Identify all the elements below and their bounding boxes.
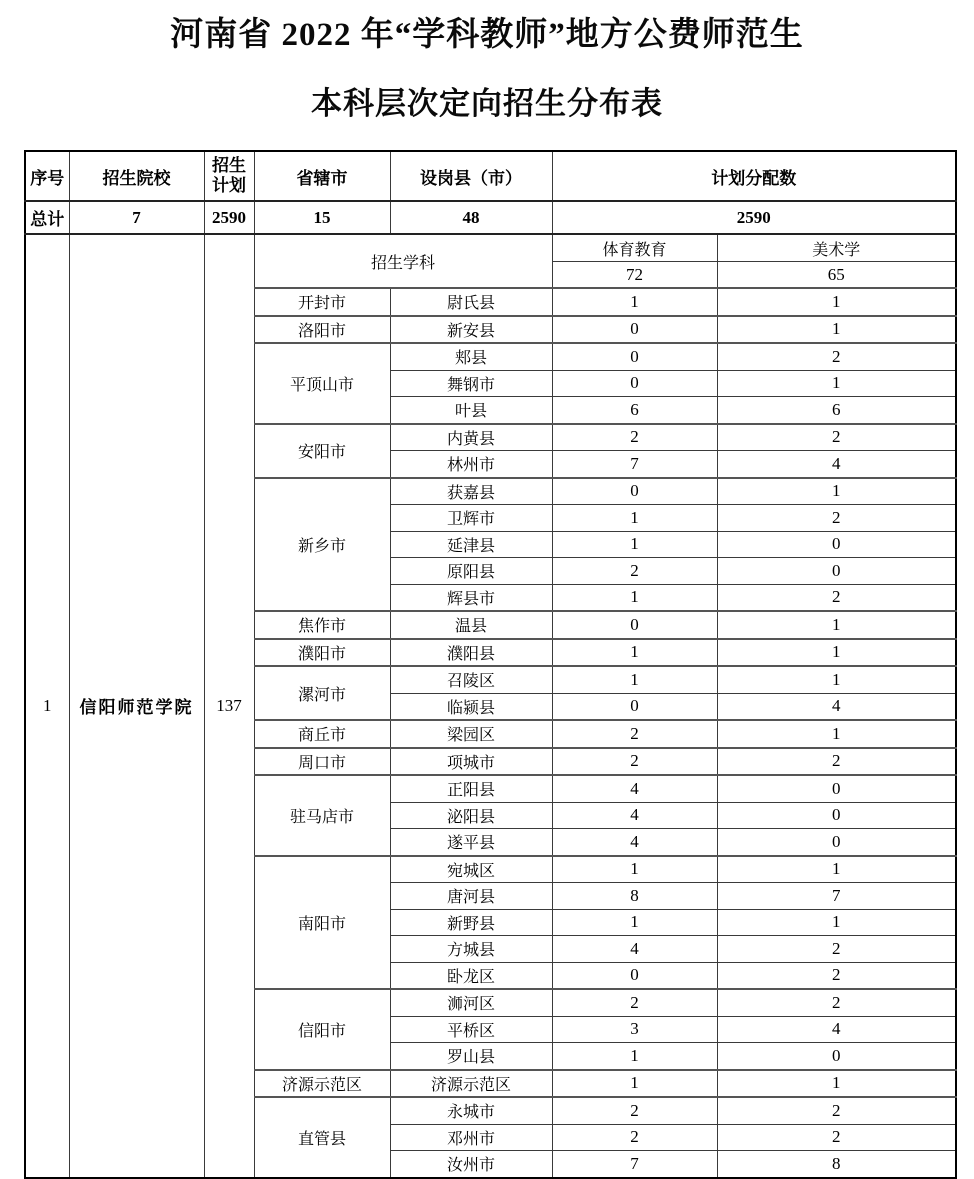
art-value: 6 [717, 397, 956, 424]
pe-value: 0 [552, 611, 717, 639]
pe-value: 1 [552, 909, 717, 936]
pe-value: 3 [552, 1016, 717, 1043]
art-value: 2 [717, 1097, 956, 1124]
art-value: 1 [717, 639, 956, 667]
pe-value: 0 [552, 343, 717, 370]
pe-value: 2 [552, 720, 717, 748]
art-value: 7 [717, 883, 956, 910]
county-cell: 方城县 [390, 936, 552, 963]
pe-value: 2 [552, 1097, 717, 1124]
art-value: 1 [717, 478, 956, 505]
city-cell: 济源示范区 [254, 1070, 390, 1098]
pe-value: 2 [552, 424, 717, 451]
county-cell: 郏县 [390, 343, 552, 370]
total-schools: 7 [69, 201, 204, 234]
county-cell: 邓州市 [390, 1124, 552, 1151]
county-cell: 舞钢市 [390, 370, 552, 397]
county-cell: 延津县 [390, 531, 552, 558]
art-value: 2 [717, 989, 956, 1016]
city-cell: 新乡市 [254, 478, 390, 612]
pe-value: 4 [552, 802, 717, 829]
pe-value: 2 [552, 1124, 717, 1151]
pe-value: 7 [552, 1151, 717, 1178]
art-value: 1 [717, 288, 956, 316]
city-cell: 信阳市 [254, 989, 390, 1070]
city-cell: 漯河市 [254, 666, 390, 720]
county-cell: 濮阳县 [390, 639, 552, 667]
pe-value: 1 [552, 584, 717, 611]
institution-seq: 1 [25, 234, 69, 1178]
subject-pe-total: 72 [552, 262, 717, 289]
art-value: 4 [717, 451, 956, 478]
city-cell: 开封市 [254, 288, 390, 316]
art-value: 1 [717, 909, 956, 936]
art-value: 1 [717, 666, 956, 693]
county-cell: 济源示范区 [390, 1070, 552, 1098]
art-value: 0 [717, 1043, 956, 1070]
city-cell: 直管县 [254, 1097, 390, 1178]
subject-label: 招生学科 [254, 234, 552, 288]
art-value: 4 [717, 1016, 956, 1043]
subject-header-row [25, 234, 956, 262]
art-value: 8 [717, 1151, 956, 1178]
institution-plan: 137 [204, 234, 254, 1178]
total-row [25, 201, 956, 234]
pe-value: 8 [552, 883, 717, 910]
county-cell: 新野县 [390, 909, 552, 936]
city-cell: 平顶山市 [254, 343, 390, 424]
pe-value: 1 [552, 856, 717, 883]
county-cell: 获嘉县 [390, 478, 552, 505]
pe-value: 6 [552, 397, 717, 424]
art-value: 1 [717, 611, 956, 639]
county-cell: 平桥区 [390, 1016, 552, 1043]
city-cell: 安阳市 [254, 424, 390, 478]
art-value: 2 [717, 584, 956, 611]
header-plan [204, 151, 254, 201]
city-cell: 洛阳市 [254, 316, 390, 344]
enrollment-distribution-table [24, 150, 957, 1179]
city-cell: 濮阳市 [254, 639, 390, 667]
pe-value: 0 [552, 962, 717, 989]
header-allocation: 计划分配数 [552, 151, 956, 201]
art-value: 1 [717, 1070, 956, 1098]
county-cell: 卧龙区 [390, 962, 552, 989]
art-value: 2 [717, 962, 956, 989]
county-cell: 召陵区 [390, 666, 552, 693]
county-cell: 叶县 [390, 397, 552, 424]
subject-art: 美术学 [717, 234, 956, 262]
pe-value: 1 [552, 666, 717, 693]
document-title-line1: 河南省 2022 年“学科教师”地方公费师范生 [170, 17, 804, 53]
total-cities: 15 [254, 201, 390, 234]
county-cell: 临颍县 [390, 693, 552, 720]
city-cell: 焦作市 [254, 611, 390, 639]
county-cell: 温县 [390, 611, 552, 639]
header-seq: 序号 [25, 151, 69, 201]
pe-value: 1 [552, 531, 717, 558]
pe-value: 0 [552, 370, 717, 397]
pe-value: 0 [552, 478, 717, 505]
art-value: 2 [717, 936, 956, 963]
art-value: 1 [717, 856, 956, 883]
pe-value: 1 [552, 505, 717, 532]
pe-value: 0 [552, 693, 717, 720]
subject-art-total: 65 [717, 262, 956, 289]
subject-pe: 体育教育 [552, 234, 717, 262]
header-plan-line1: 招生 [212, 156, 246, 175]
county-cell: 永城市 [390, 1097, 552, 1124]
pe-value: 2 [552, 748, 717, 776]
pe-value: 7 [552, 451, 717, 478]
city-cell: 南阳市 [254, 856, 390, 990]
county-cell: 罗山县 [390, 1043, 552, 1070]
county-cell: 原阳县 [390, 558, 552, 585]
pe-value: 4 [552, 775, 717, 802]
pe-value: 0 [552, 316, 717, 344]
art-value: 4 [717, 693, 956, 720]
total-plan: 2590 [204, 201, 254, 234]
art-value: 0 [717, 531, 956, 558]
county-cell: 林州市 [390, 451, 552, 478]
pe-value: 1 [552, 1043, 717, 1070]
art-value: 1 [717, 370, 956, 397]
total-counties: 48 [390, 201, 552, 234]
art-value: 0 [717, 775, 956, 802]
art-value: 2 [717, 343, 956, 370]
county-cell: 汝州市 [390, 1151, 552, 1178]
city-cell: 商丘市 [254, 720, 390, 748]
total-allocation: 2590 [552, 201, 956, 234]
institution-name: 信阳师范学院 [69, 234, 204, 1178]
county-cell: 内黄县 [390, 424, 552, 451]
document-title-line2: 本科层次定向招生分布表 [311, 86, 663, 121]
pe-value: 4 [552, 936, 717, 963]
county-cell: 尉氏县 [390, 288, 552, 316]
pe-value: 2 [552, 989, 717, 1016]
art-value: 2 [717, 748, 956, 776]
county-cell: 遂平县 [390, 829, 552, 856]
county-cell: 泌阳县 [390, 802, 552, 829]
art-value: 2 [717, 424, 956, 451]
pe-value: 1 [552, 1070, 717, 1098]
total-label: 总计 [25, 201, 69, 234]
county-cell: 辉县市 [390, 584, 552, 611]
county-cell: 梁园区 [390, 720, 552, 748]
county-cell: 唐河县 [390, 883, 552, 910]
county-cell: 宛城区 [390, 856, 552, 883]
art-value: 2 [717, 1124, 956, 1151]
pe-value: 4 [552, 829, 717, 856]
pe-value: 2 [552, 558, 717, 585]
header-county: 设岗县（市） [390, 151, 552, 201]
county-cell: 项城市 [390, 748, 552, 776]
county-cell: 浉河区 [390, 989, 552, 1016]
pe-value: 1 [552, 639, 717, 667]
city-cell: 驻马店市 [254, 775, 390, 856]
art-value: 0 [717, 802, 956, 829]
art-value: 1 [717, 316, 956, 344]
art-value: 2 [717, 505, 956, 532]
art-value: 1 [717, 720, 956, 748]
county-cell: 正阳县 [390, 775, 552, 802]
art-value: 0 [717, 829, 956, 856]
art-value: 0 [717, 558, 956, 585]
city-cell: 周口市 [254, 748, 390, 776]
county-cell: 新安县 [390, 316, 552, 344]
header-city: 省辖市 [254, 151, 390, 201]
pe-value: 1 [552, 288, 717, 316]
county-cell: 卫辉市 [390, 505, 552, 532]
header-plan-line2: 计划 [212, 176, 246, 195]
header-school: 招生院校 [69, 151, 204, 201]
header-row [25, 151, 956, 201]
